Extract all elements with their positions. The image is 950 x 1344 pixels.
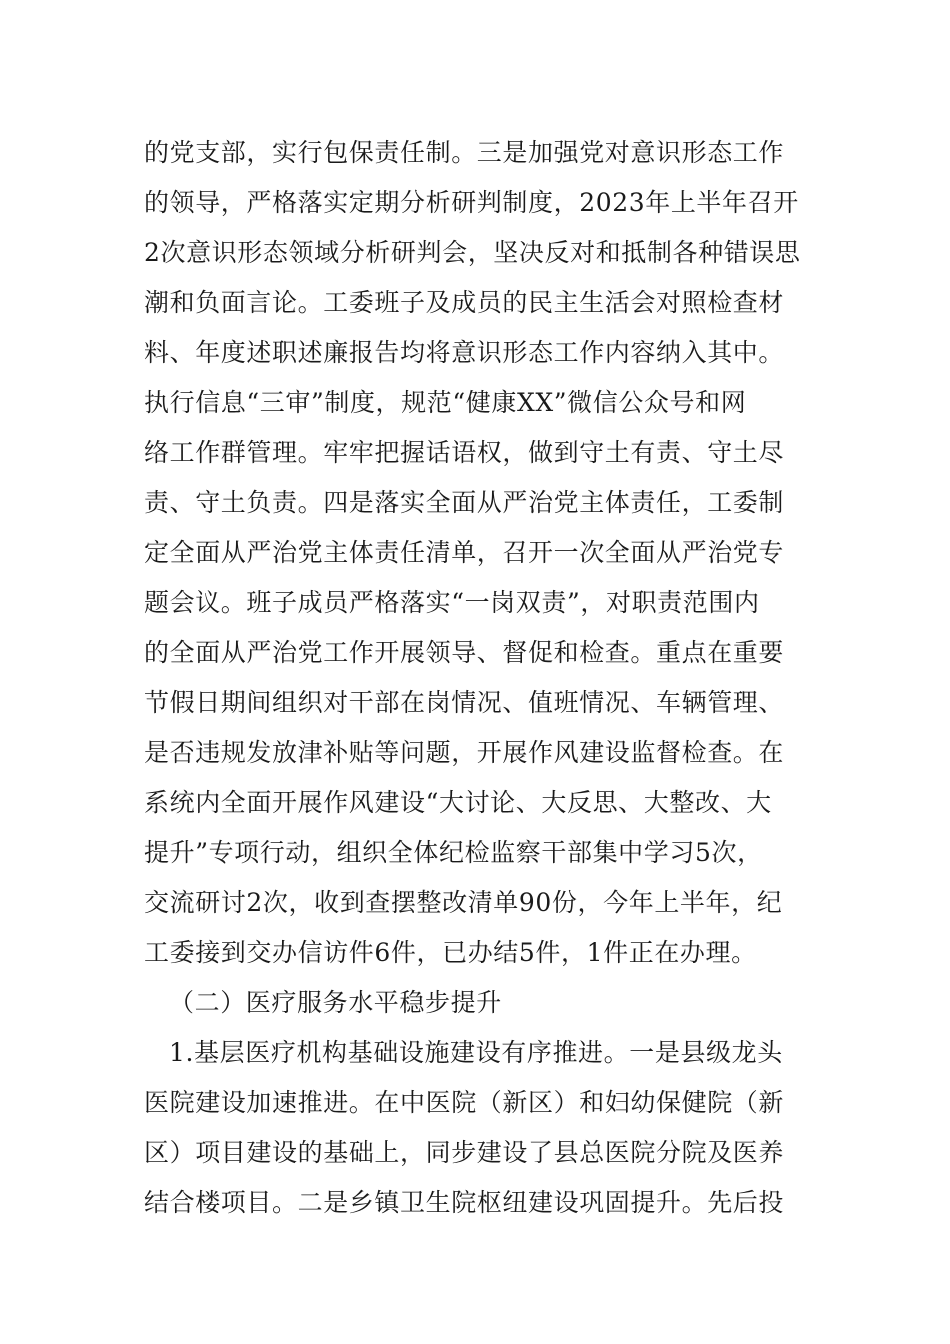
- body-line: 提升”专项行动，组织全体纪检监察干部集中学习5次，: [144, 838, 763, 867]
- body-line: 系统内全面开展作风建设“大讨论、大反思、大整改、大: [144, 788, 772, 817]
- body-line: 执行信息“三审”制度，规范“健康XX”微信公众号和网: [144, 388, 747, 417]
- body-line: 1.基层医疗机构基础设施建设有序推进。一是县级龙头: [169, 1038, 783, 1067]
- body-line: 医院建设加速推进。在中医院（新区）和妇幼保健院（新: [144, 1088, 785, 1117]
- body-line: 络工作群管理。牢牢把握话语权，做到守土有责、守土尽: [144, 438, 785, 467]
- document-body: [144, 128, 816, 1228]
- body-line: 的党支部，实行包保责任制。三是加强党对意识形态工作: [144, 138, 785, 167]
- body-line: 料、年度述职述廉报告均将意识形态工作内容纳入其中。: [144, 338, 785, 367]
- body-line: 的全面从严治党工作开展领导、督促和检查。重点在重要: [144, 638, 785, 667]
- body-line: 区）项目建设的基础上，同步建设了县总医院分院及医养: [144, 1138, 785, 1167]
- body-line: 责、守土负责。四是落实全面从严治党主体责任，工委制: [144, 488, 785, 517]
- body-line: 题会议。班子成员严格落实“一岗双责”，对职责范围内: [144, 588, 760, 617]
- body-line: 的领导，严格落实定期分析研判制度，2023年上半年召开: [144, 188, 799, 217]
- body-line: 节假日期间组织对干部在岗情况、值班情况、车辆管理、: [144, 688, 785, 717]
- body-line: 工委接到交办信访件6件，已办结5件，1件正在办理。: [144, 938, 757, 967]
- body-line: 交流研讨2次，收到查摆整改清单90份，今年上半年，纪: [144, 888, 783, 917]
- body-line: 定全面从严治党主体责任清单，召开一次全面从严治党专: [144, 538, 785, 567]
- body-line: 2次意识形态领域分析研判会，坚决反对和抵制各种错误思: [144, 238, 801, 267]
- body-line: 潮和负面言论。工委班子及成员的民主生活会对照检查材: [144, 288, 785, 317]
- section-heading: （二）医疗服务水平稳步提升: [169, 988, 502, 1017]
- body-line: 结合楼项目。二是乡镇卫生院枢纽建设巩固提升。先后投: [144, 1188, 785, 1217]
- body-line: 是否违规发放津补贴等问题，开展作风建设监督检查。在: [144, 738, 785, 767]
